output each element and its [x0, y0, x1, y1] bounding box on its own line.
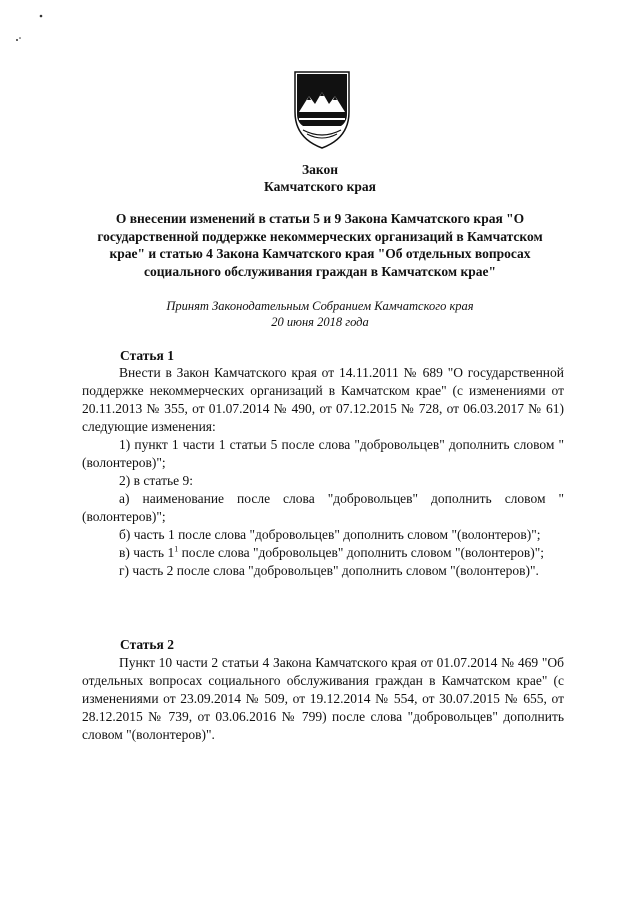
kamchatka-coat-of-arms-icon: [291, 68, 353, 150]
article-1-subitem-b: б) часть 1 после слова "добровольцев" дополнить словом "(волонтеров)";: [119, 527, 541, 542]
article-1-body: [82, 364, 564, 580]
adoption-note: [0, 299, 640, 330]
article-1-item-1: 1) пункт 1 части 1 статьи 5 после слова "добровольцев" дополнить словом "(волонтеров)";: [82, 437, 564, 470]
article-1-item-2: 2) в статье 9:: [119, 473, 193, 488]
adoption-date: 20 июня 2018 года: [271, 314, 369, 329]
article-1-subitem-d: г) часть 2 после слова "добровольцев" дополнить словом "(волонтеров)".: [119, 563, 539, 578]
article-2-text: Пункт 10 части 2 статьи 4 Закона Камчатского края от 01.07.2014 № 469 "Об отдельных вопросах социального обслуживания граждан в Камчатском крае" (с изменениями от 23.09.2014 № 509, от 19.12.2014 № 554, от 30.07.2015 № 655, от 28.12.2015 № 739, от 03.06.2016 № 799) после слова "добровольцев" дополнить словом "(волонтеров)".: [82, 655, 564, 742]
article-1-subitem-a: а) наименование после слова "добровольцев" дополнить словом "(волонтеров)";: [82, 491, 564, 524]
article-2-body: [82, 654, 564, 744]
subitem-c-end: после слова "добровольцев" дополнить словом "(волонтеров)";: [178, 545, 545, 560]
adoption-line-1: Принят Законодательным Собранием Камчатского края: [166, 299, 474, 313]
article-1-intro: Внести в Закон Камчатского края от 14.11.2011 № 689 "О государственной поддержке некоммерческих организаций в Камчатском крае" (с изменениями от 20.11.2013 № 355, от 01.07.2014 № 490, от 07.12.2015 № 728, от 06.03.2017 № 61) следующие изменения:: [82, 365, 564, 434]
article-2-heading: Статья 2: [120, 637, 174, 652]
region-title: Камчатского края: [264, 179, 376, 194]
subitem-c-start: в) часть 1: [119, 545, 175, 560]
scan-specks: [0, 0, 640, 60]
article-1-heading: Статья 1: [120, 348, 174, 363]
law-subject: О внесении изменений в статьи 5 и 9 Закона Камчатского края "О государственной поддержке некоммерческих организаций в Камчатском крае" и статью 4 Закона Камчатского края "Об отдельных вопросах социального обслуживания граждан в Камчатском крае": [97, 211, 543, 279]
law-title: Закон: [301, 162, 338, 177]
subitem-c-superscript: 1: [174, 544, 179, 554]
article-1-subitem-c: [82, 544, 564, 562]
